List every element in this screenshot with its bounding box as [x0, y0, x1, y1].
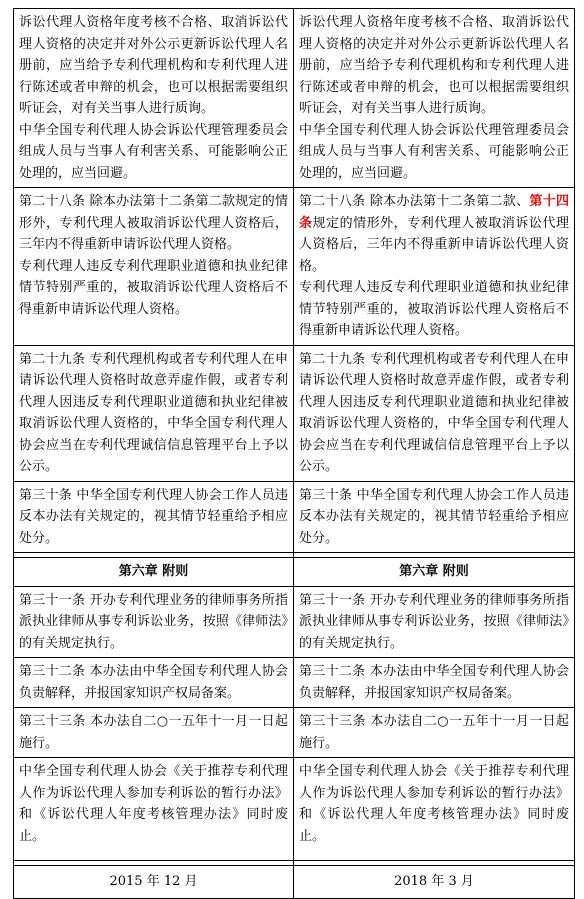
chapter-heading-left: 第六章 附则: [14, 558, 294, 587]
chapter-row: [14, 558, 575, 587]
table-row: [14, 345, 575, 481]
table-row: [14, 758, 575, 861]
left-cell: [14, 481, 294, 553]
left-cell: 第三十一条 开办专利代理业务的律师事务所指派执业律师从事专利诉讼业务，按照《律师法》的有关规定执行。: [14, 586, 294, 658]
paragraph: 第三十条 中华全国专利代理人协会工作人员违反本办法有关规定的，视其情节轻重给予相应处分。: [19, 487, 288, 546]
paragraph: [299, 191, 569, 277]
table-row: [14, 9, 575, 188]
table-row: [14, 188, 575, 346]
footer-date-left: 2015 年 12 月: [14, 866, 294, 899]
paragraph: 第二十九条 专利代理机构或者专利代理人在申请诉讼代理人资格时故意弄虚作假，或者专利代理人因违反专利代理职业道德和执业纪律被取消诉讼代理人资格的，中华全国专利代理人协会应当在专利代理诚信信息管理平台上予以公示。: [299, 351, 569, 474]
highlighted-amendment: 第十四条: [299, 194, 569, 231]
right-cell: 第三十二条 本办法由中华全国专利代理人协会负责解释，并报国家知识产权局备案。: [294, 658, 575, 708]
right-cell: [294, 481, 575, 553]
left-cell: [14, 188, 294, 346]
text-after: 规定的情形外，专利代理人被取消诉讼代理人资格后，三年内不得重新申请诉讼代理人资格。: [299, 215, 569, 274]
text-before: 第二十八条 除本办法第十二条第二款、: [299, 194, 530, 209]
paragraph: 第二十八条 除本办法第十二条第二款规定的情形外，专利代理人被取消诉讼代理人资格后，三年内不得重新申请诉讼代理人资格。: [19, 194, 288, 252]
right-cell: [294, 188, 575, 346]
table-row: [14, 586, 575, 658]
footer-row: [14, 866, 575, 899]
left-cell: 第三十三条 本办法自二○一五年十一月一日起施行。: [14, 708, 294, 758]
paragraph: 中华全国专利代理人协会诉讼代理管理委员会组成人员与当事人有利害关系、可能影响公正处理的，应当回避。: [19, 122, 288, 181]
paragraph: 诉讼代理人资格年度考核不合格、取消诉讼代理人资格的决定并对外公示更新诉讼代理人名册前，应当给予专利代理机构和专利代理人进行陈述或者申辩的机会，也可以根据需要组织听证会，对有关当事人进行质询。: [299, 15, 569, 116]
right-cell: [294, 9, 575, 188]
paragraph: 诉讼代理人资格年度考核不合格、取消诉讼代理人资格的决定并对外公示更新诉讼代理人名册前，应当给予专利代理机构和专利代理人进行陈述或者申辩的机会，也可以根据需要组织听证会，对有关当事人进行质询。: [19, 15, 288, 116]
left-cell: [14, 9, 294, 188]
left-cell: 中华全国专利代理人协会《关于推荐专利代理人作为诉讼代理人参加专利诉讼的暂行办法》和《诉讼代理人年度考核管理办法》同时废止。: [14, 758, 294, 861]
left-cell: [14, 345, 294, 481]
right-cell: [294, 345, 575, 481]
paragraph: 第二十九条 专利代理机构或者专利代理人在申请诉讼代理人资格时故意弄虚作假，或者专利代理人因违反专利代理职业道德和执业纪律被取消诉讼代理人资格的，中华全国专利代理人协会应当在专利代理诚信信息管理平台上予以公示。: [19, 351, 288, 474]
left-cell: 第三十二条 本办法由中华全国专利代理人协会负责解释，并报国家知识产权局备案。: [14, 658, 294, 708]
comparison-table: [13, 8, 575, 899]
right-cell: 第三十一条 开办专利代理业务的律师事务所指派执业律师从事专利诉讼业务，按照《律师法》的有关规定执行。: [294, 586, 575, 658]
right-cell: 中华全国专利代理人协会《关于推荐专利代理人作为诉讼代理人参加专利诉讼的暂行办法》和《诉讼代理人年度考核管理办法》同时废止。: [294, 758, 575, 861]
paragraph: 中华全国专利代理人协会诉讼代理管理委员会组成人员与当事人有利害关系、可能影响公正处理的，应当回避。: [299, 122, 569, 181]
comparison-document: [13, 8, 574, 899]
footer-date-right: 2018 年 3 月: [294, 866, 575, 899]
paragraph: 专利代理人违反专利代理职业道德和执业纪律情节特别严重的，被取消诉讼代理人资格后不得重新申请诉讼代理人资格。: [299, 280, 569, 338]
paragraph: 第三十条 中华全国专利代理人协会工作人员违反本办法有关规定的，视其情节轻重给予相应处分。: [299, 487, 569, 546]
table-row: [14, 658, 575, 708]
paragraph: 专利代理人违反专利代理职业道德和执业纪律情节特别严重的，被取消诉讼代理人资格后不得重新申请诉讼代理人资格。: [19, 258, 288, 317]
table-row: [14, 708, 575, 758]
right-cell: 第三十三条 本办法自二○一五年十一月一日起施行。: [294, 708, 575, 758]
chapter-heading-right: 第六章 附则: [294, 558, 575, 587]
table-row: [14, 481, 575, 553]
